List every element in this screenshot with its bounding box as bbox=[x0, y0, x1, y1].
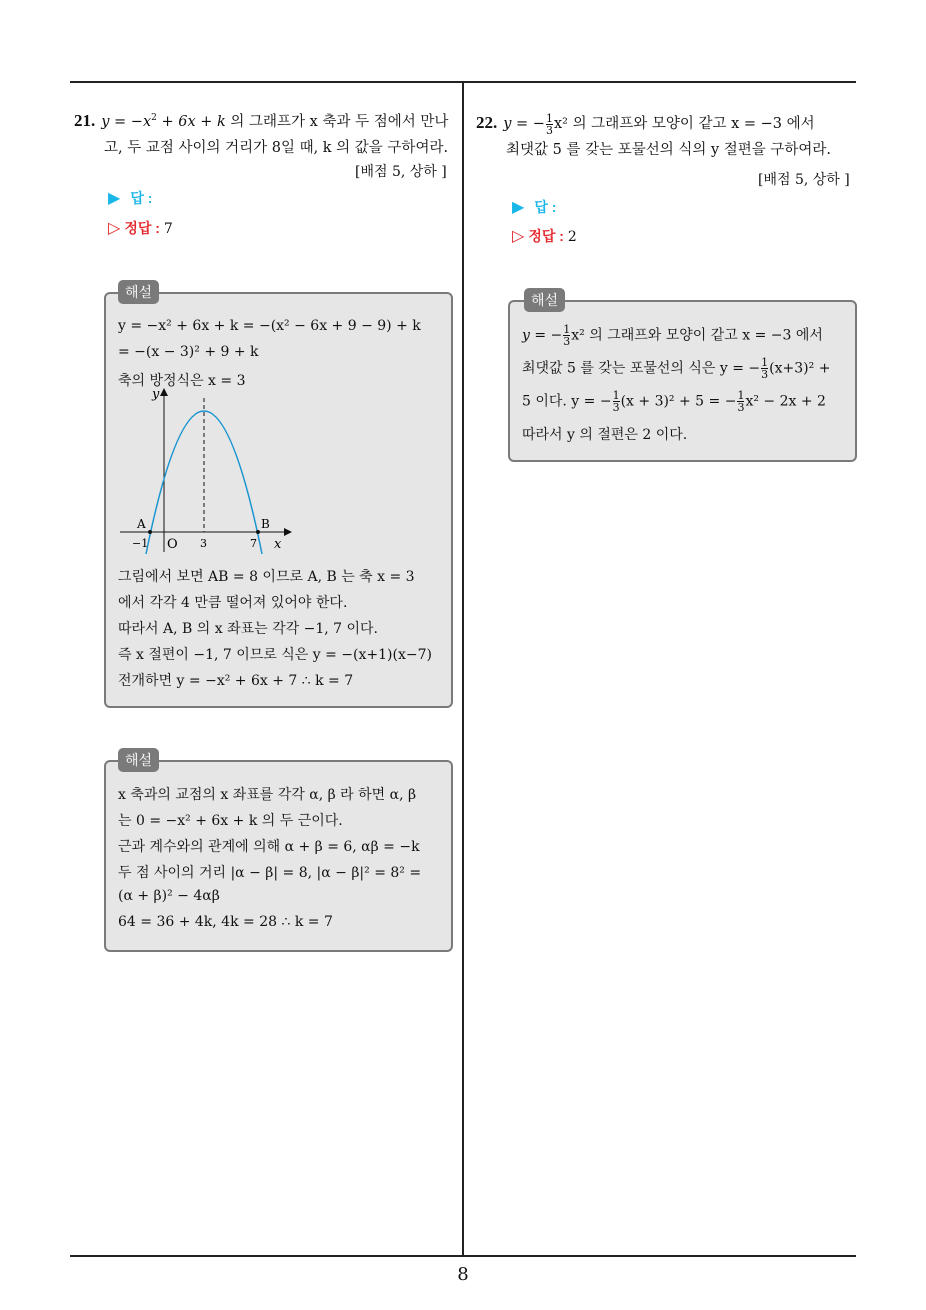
sol2-line1: x 축과의 교점의 x 좌표를 각각 α, β 라 하면 α, β bbox=[118, 787, 417, 803]
q22-sol-line1: y = − $\frac{1}{3}$ x² 의 그래프와 모양이 같고 x = −3 에서 bbox=[522, 323, 823, 348]
sol1-line7: 즉 x 절편이 −1, 7 이므로 식은 y = −(x+1)(x−7) bbox=[118, 647, 432, 663]
sol1-line6: 따라서 A, B 의 x 좌표는 각각 −1, 7 이다. bbox=[118, 621, 379, 637]
bottom-rule bbox=[70, 1255, 856, 1257]
q21-number: 21. bbox=[74, 110, 96, 130]
origin-label: O bbox=[167, 537, 178, 552]
point-a-dot bbox=[148, 530, 152, 534]
q21-answer: ▶ 답 : bbox=[108, 190, 153, 207]
q22-solution bbox=[508, 300, 857, 462]
q21-solution-1-tag: 해설 bbox=[118, 280, 159, 304]
sol2-line2: 는 0 = −x² + 6x + k 의 두 근이다. bbox=[118, 813, 343, 829]
y-axis-label: y bbox=[152, 387, 160, 402]
play-arrow-icon: ▶ bbox=[512, 199, 525, 216]
q22-question: 22. y = − $\frac{1}{3}$ x² 의 그래프와 모양이 같고 x = −3 에서 최댓값 5 를 갖는 포물선의 식의 y 절편을 구하여라. bbox=[476, 110, 860, 163]
q21-line2: 고, 두 교점 사이의 거리가 8일 때, k 의 값을 구하여라. bbox=[104, 139, 449, 156]
q21-solution-2 bbox=[104, 760, 453, 952]
q21-correct: ▷ 정답 : 7 bbox=[108, 220, 173, 237]
outline-arrow-icon: ▷ bbox=[512, 228, 525, 245]
tick-7: 7 bbox=[250, 537, 257, 550]
outline-arrow-icon: ▷ bbox=[108, 220, 121, 237]
point-a-label: A bbox=[137, 517, 146, 531]
tick-neg1: −1 bbox=[132, 537, 149, 550]
point-b-dot bbox=[256, 530, 260, 534]
column-divider bbox=[462, 82, 464, 1256]
point-b-label: B bbox=[261, 517, 270, 531]
x-axis-label: x bbox=[274, 537, 282, 552]
sol2-line6: 64 = 36 + 4k, 4k = 28 ∴ k = 7 bbox=[118, 914, 333, 930]
q21-solution-1 bbox=[104, 292, 453, 708]
sol1-line4: 그림에서 보면 AB = 8 이므로 A, B 는 축 x = 3 bbox=[118, 569, 415, 585]
sol1-line3: 축의 방정식은 x = 3 bbox=[118, 373, 246, 389]
tick-3: 3 bbox=[200, 537, 207, 550]
q21-solution-2-tag: 해설 bbox=[118, 748, 159, 772]
sol1-line8: 전개하면 y = −x² + 6x + 7 ∴ k = 7 bbox=[118, 673, 354, 689]
page-number: 8 bbox=[457, 1264, 469, 1285]
play-arrow-icon: ▶ bbox=[108, 190, 121, 207]
parabola-graph bbox=[116, 386, 296, 556]
q22-sol-line2: 최댓값 5 를 갖는 포물선의 식은 y = − $\frac{1}{3}$ (x+3)² + bbox=[522, 356, 831, 381]
q22-solution-tag: 해설 bbox=[524, 288, 565, 312]
sol1-line1: y = −x² + 6x + k = −(x² − 6x + 9 − 9) + k bbox=[118, 318, 421, 334]
q22-number: 22. bbox=[476, 113, 498, 132]
q22-sol-line4: 따라서 y 의 절편은 2 이다. bbox=[522, 427, 688, 443]
q22-line2: 최댓값 5 를 갖는 포물선의 식의 y 절편을 구하여라. bbox=[506, 142, 832, 158]
q21-question: 21. $y = -x^2 + 6x + k$ 의 그래프가 x 축과 두 점에서 만나 고, 두 교점 사이의 거리가 8일 때, k 의 값을 구하여라. bbox=[74, 105, 454, 161]
q22-answer: ▶ 답 : bbox=[512, 199, 557, 216]
sol2-line4: 두 점 사이의 거리 |α − β| = 8, |α − β|² = 8² = bbox=[118, 865, 422, 881]
sol2-line3: 근과 계수와의 관계에 의해 α + β = 6, αβ = −k bbox=[118, 839, 420, 855]
q22-correct: ▷ 정답 : 2 bbox=[512, 228, 577, 245]
sol1-line2: = −(x − 3)² + 9 + k bbox=[118, 344, 259, 360]
q22-points: [배점 5, 상하 ] bbox=[758, 172, 850, 188]
sol1-line5: 에서 각각 4 만큼 떨어져 있어야 한다. bbox=[118, 595, 348, 611]
q21-points: [배점 5, 상하 ] bbox=[355, 164, 447, 180]
q22-sol-line3: 5 이다. y = − $\frac{1}{3}$ (x + 3)² + 5 = − $\frac{1}{3}$ x² − 2x + 2 bbox=[522, 389, 826, 414]
sol2-line5: (α + β)² − 4αβ bbox=[118, 888, 220, 904]
